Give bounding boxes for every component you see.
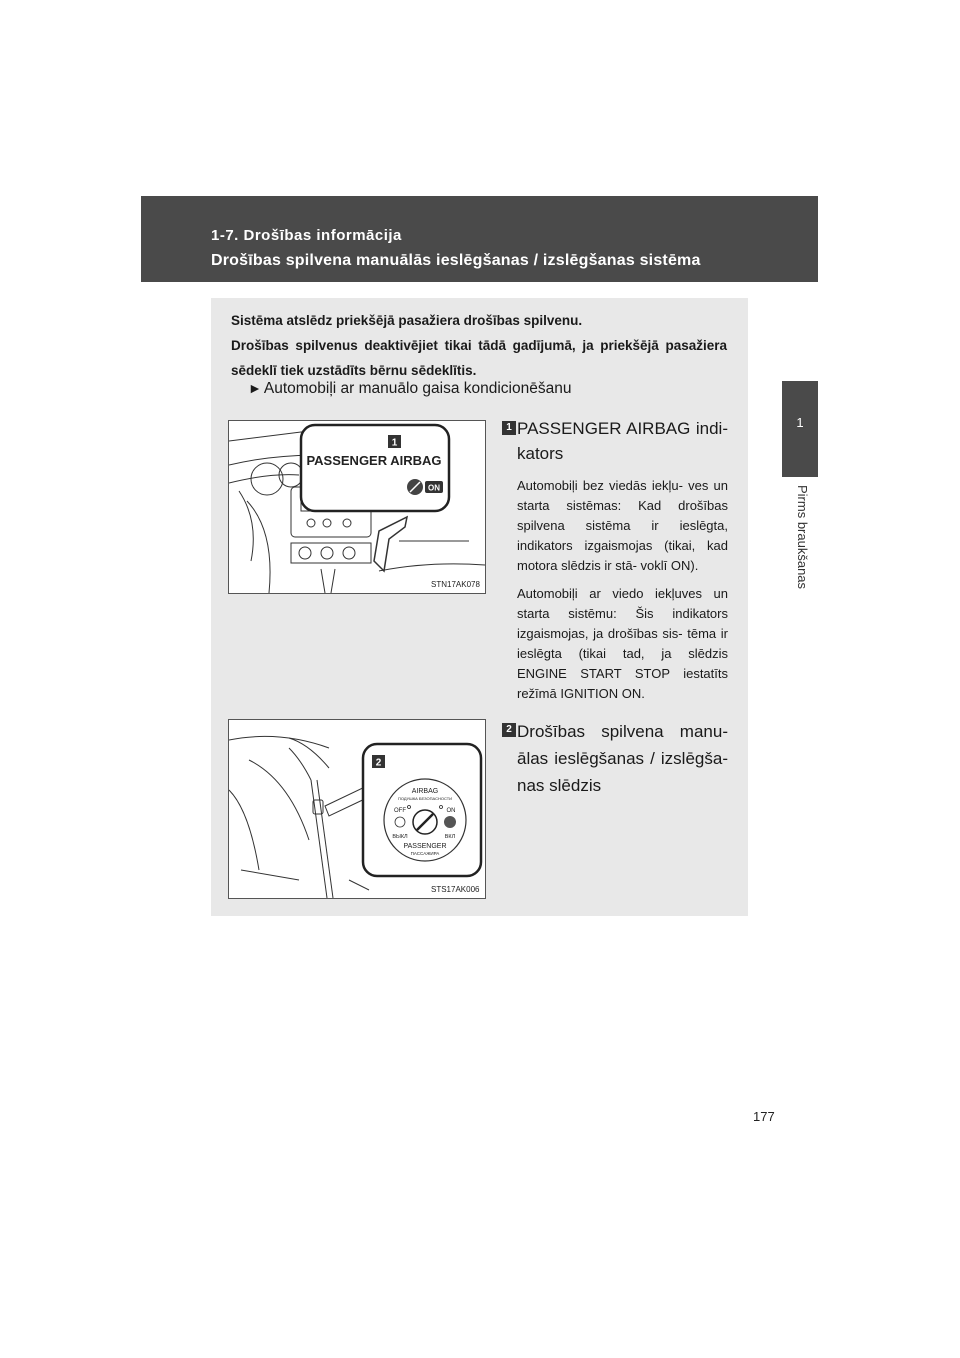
- figure1-code: STN17AK078: [431, 580, 480, 589]
- switch-airbag-ru-label: ПОДУШКА БЕЗОПАСНОСТИ: [397, 796, 453, 801]
- figure2-code: STS17AK006: [431, 885, 480, 894]
- item-1-number-badge: 1: [502, 421, 516, 435]
- figure2-badge: 2: [375, 757, 382, 769]
- item-2-title: Drošības spilvena manu- ālas ieslēgšanas / izslēgša- nas slēdzis: [517, 722, 728, 795]
- subheading-text: Automobiļi ar manuālo gaisa kondicionēšanu: [263, 380, 572, 397]
- chapter-tab-number: 1: [796, 415, 804, 430]
- intro-line-1: Sistēma atslēdz priekšējā pasažiera drošības spilvenu.: [231, 313, 583, 328]
- passenger-airbag-label: PASSENGER AIRBAG: [306, 453, 442, 468]
- item-1-text-1: Automobiļi bez viedās iekļu- ves un starta sistēmas: Kad drošības spilvena sistēma ir ieslēgta, indikators izgaismojas (tikai, kad motora slēdzis ir stā- voklī ON).: [517, 478, 728, 573]
- subheading: [248, 380, 571, 398]
- dashboard-illustration: [228, 420, 486, 594]
- airbag-switch-illustration: [228, 719, 486, 899]
- item-1-text-2: Automobiļi ar viedo iekļuves un starta sistēmu: Šis indikators izgaismojas, ja drošības sis- tēma ir ieslēgta (tikai tad, ja slēdzis ENGINE START STOP iestatīts režīmā IGNITION ON.: [517, 586, 728, 701]
- item-1: [502, 416, 728, 704]
- switch-passenger-label: PASSENGER: [403, 843, 447, 850]
- switch-off-label: OFF: [394, 808, 406, 814]
- airbag-on-icon: [444, 816, 456, 828]
- switch-airbag-label: AIRBAG: [411, 788, 439, 795]
- section-title: 1-7. Drošības informācija: [211, 227, 402, 244]
- item-2: [502, 718, 728, 799]
- intro-text: [231, 308, 727, 383]
- switch-passenger-ru-label: ПАССАЖИРА: [410, 851, 440, 856]
- triangle-arrow-icon: ►: [248, 380, 262, 396]
- switch-on-ru-label: ВКЛ: [444, 834, 456, 840]
- header-bar: [141, 196, 818, 282]
- chapter-tab-label: Pirms braukšanas: [795, 485, 810, 590]
- page-title: Drošības spilvena manuālās ieslēgšanas / izslēgšanas sistēma: [211, 252, 701, 269]
- item-1-title: PASSENGER AIRBAG indi- kators: [517, 419, 728, 463]
- figure1-badge: 1: [391, 437, 398, 449]
- switch-drawing: [229, 720, 485, 898]
- dashboard-drawing: [229, 421, 485, 593]
- chapter-tab[interactable]: [782, 381, 818, 477]
- on-indicator-label: ON: [428, 483, 440, 493]
- switch-on-label: ON: [446, 808, 456, 814]
- intro-line-2: Drošības spilvenus deaktivējiet tikai tādā gadījumā, ja priekšējā pasažiera sēdeklī tiek uzstādīts bērnu sēdeklītis.: [231, 338, 727, 378]
- item-2-number-badge: 2: [502, 723, 516, 737]
- page-number: 177: [753, 1109, 775, 1124]
- switch-off-ru-label: ВЫКЛ: [392, 834, 408, 840]
- content-box: [211, 298, 748, 916]
